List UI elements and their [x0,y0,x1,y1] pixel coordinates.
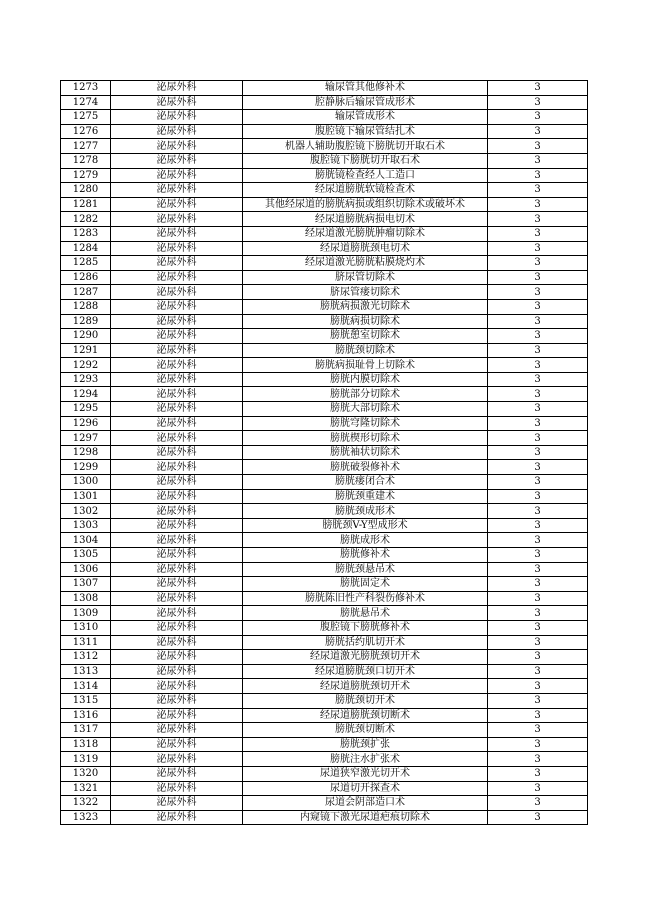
department-cell: 泌尿外科 [111,475,243,490]
level-cell: 3 [488,299,588,314]
row-number-cell: 1281 [61,197,111,212]
level-cell: 3 [488,766,588,781]
department-cell: 泌尿外科 [111,635,243,650]
department-cell: 泌尿外科 [111,766,243,781]
department-cell: 泌尿外科 [111,416,243,431]
department-cell: 泌尿外科 [111,664,243,679]
department-cell: 泌尿外科 [111,591,243,606]
procedure-name-cell: 膀胱破裂修补术 [243,460,488,475]
table-row [61,256,588,271]
procedure-name-cell: 腔静脉后输尿管成形术 [243,95,488,110]
department-cell: 泌尿外科 [111,110,243,125]
department-cell: 泌尿外科 [111,285,243,300]
table-row [61,387,588,402]
row-number-cell: 1279 [61,168,111,183]
procedure-name-cell: 膀胱颈扩张 [243,737,488,752]
department-cell: 泌尿外科 [111,548,243,563]
department-cell: 泌尿外科 [111,723,243,738]
department-cell: 泌尿外科 [111,533,243,548]
department-cell: 泌尿外科 [111,679,243,694]
level-cell: 3 [488,329,588,344]
level-cell: 3 [488,723,588,738]
table-row [61,475,588,490]
department-cell: 泌尿外科 [111,387,243,402]
department-cell: 泌尿外科 [111,241,243,256]
level-cell: 3 [488,358,588,373]
procedure-name-cell: 膀胱病损切除术 [243,314,488,329]
table-row [61,766,588,781]
table-row [61,416,588,431]
level-cell: 3 [488,693,588,708]
department-cell: 泌尿外科 [111,358,243,373]
row-number-cell: 1306 [61,562,111,577]
level-cell: 3 [488,212,588,227]
level-cell: 3 [488,606,588,621]
row-number-cell: 1277 [61,139,111,154]
procedure-name-cell: 膀胱瘘闭合术 [243,475,488,490]
procedure-name-cell: 经尿道膀胱颈口切开术 [243,664,488,679]
procedure-name-cell: 膀胱穹隆切除术 [243,416,488,431]
level-cell: 3 [488,445,588,460]
level-cell: 3 [488,591,588,606]
row-number-cell: 1298 [61,445,111,460]
level-cell: 3 [488,168,588,183]
level-cell: 3 [488,620,588,635]
spreadsheet-page [60,80,587,825]
row-number-cell: 1300 [61,475,111,490]
procedure-name-cell: 经尿道膀胱颈切开术 [243,679,488,694]
row-number-cell: 1320 [61,766,111,781]
procedure-name-cell: 膀胱内膜切除术 [243,372,488,387]
department-cell: 泌尿外科 [111,329,243,344]
row-number-cell: 1314 [61,679,111,694]
procedure-name-cell: 尿道切开探查术 [243,781,488,796]
row-number-cell: 1274 [61,95,111,110]
level-cell: 3 [488,226,588,241]
level-cell: 3 [488,241,588,256]
department-cell: 泌尿外科 [111,752,243,767]
procedure-name-cell: 膀胱颈切除术 [243,343,488,358]
procedure-name-cell: 膀胱病损激光切除术 [243,299,488,314]
table-row [61,664,588,679]
procedure-name-cell: 经尿道膀胱颈切断术 [243,708,488,723]
table-row [61,445,588,460]
level-cell: 3 [488,270,588,285]
level-cell: 3 [488,314,588,329]
department-cell: 泌尿外科 [111,314,243,329]
row-number-cell: 1319 [61,752,111,767]
row-number-cell: 1310 [61,620,111,635]
department-cell: 泌尿外科 [111,256,243,271]
department-cell: 泌尿外科 [111,810,243,825]
procedure-name-cell: 膀胱颈成形术 [243,504,488,519]
table-row [61,606,588,621]
department-cell: 泌尿外科 [111,212,243,227]
level-cell: 3 [488,635,588,650]
row-number-cell: 1305 [61,548,111,563]
table-row [61,285,588,300]
level-cell: 3 [488,752,588,767]
department-cell: 泌尿外科 [111,372,243,387]
level-cell: 3 [488,679,588,694]
level-cell: 3 [488,372,588,387]
department-cell: 泌尿外科 [111,693,243,708]
table-row [61,810,588,825]
level-cell: 3 [488,387,588,402]
level-cell: 3 [488,343,588,358]
department-cell: 泌尿外科 [111,299,243,314]
row-number-cell: 1276 [61,124,111,139]
department-cell: 泌尿外科 [111,402,243,417]
table-row [61,329,588,344]
table-row [61,518,588,533]
table-row [61,460,588,475]
table-row [61,431,588,446]
procedure-name-cell: 膀胱憩室切除术 [243,329,488,344]
procedure-name-cell: 膀胱楔形切除术 [243,431,488,446]
department-cell: 泌尿外科 [111,139,243,154]
table-row [61,402,588,417]
level-cell: 3 [488,504,588,519]
row-number-cell: 1286 [61,270,111,285]
procedure-name-cell: 经尿道激光膀胱颈切开术 [243,650,488,665]
level-cell: 3 [488,402,588,417]
procedure-table [60,80,588,825]
department-cell: 泌尿外科 [111,650,243,665]
procedure-name-cell: 膀胱括约肌切开术 [243,635,488,650]
row-number-cell: 1280 [61,183,111,198]
procedure-name-cell: 脐尿管切除术 [243,270,488,285]
table-row [61,548,588,563]
row-number-cell: 1317 [61,723,111,738]
table-row [61,95,588,110]
level-cell: 3 [488,431,588,446]
table-row [61,124,588,139]
procedure-name-cell: 膀胱病损耻骨上切除术 [243,358,488,373]
procedure-name-cell: 膀胱颈切断术 [243,723,488,738]
row-number-cell: 1303 [61,518,111,533]
department-cell: 泌尿外科 [111,504,243,519]
procedure-name-cell: 膀胱镜检查经人工造口 [243,168,488,183]
level-cell: 3 [488,285,588,300]
procedure-name-cell: 膀胱袖状切除术 [243,445,488,460]
level-cell: 3 [488,416,588,431]
level-cell: 3 [488,110,588,125]
row-number-cell: 1291 [61,343,111,358]
row-number-cell: 1304 [61,533,111,548]
procedure-name-cell: 膀胱颈重建术 [243,489,488,504]
table-row [61,153,588,168]
table-row [61,197,588,212]
department-cell: 泌尿外科 [111,781,243,796]
department-cell: 泌尿外科 [111,518,243,533]
procedure-name-cell: 膀胱颈悬吊术 [243,562,488,577]
department-cell: 泌尿外科 [111,81,243,96]
procedure-name-cell: 经尿道膀胱颈电切术 [243,241,488,256]
procedure-name-cell: 输尿管其他修补术 [243,81,488,96]
row-number-cell: 1289 [61,314,111,329]
row-number-cell: 1278 [61,153,111,168]
department-cell: 泌尿外科 [111,226,243,241]
row-number-cell: 1282 [61,212,111,227]
table-row [61,299,588,314]
table-row [61,270,588,285]
department-cell: 泌尿外科 [111,562,243,577]
level-cell: 3 [488,81,588,96]
department-cell: 泌尿外科 [111,620,243,635]
row-number-cell: 1295 [61,402,111,417]
level-cell: 3 [488,810,588,825]
procedure-name-cell: 尿道会阴部造口术 [243,796,488,811]
level-cell: 3 [488,95,588,110]
level-cell: 3 [488,664,588,679]
table-row [61,650,588,665]
procedure-name-cell: 腹腔镜下膀胱切开取石术 [243,153,488,168]
row-number-cell: 1301 [61,489,111,504]
table-row [61,226,588,241]
procedure-name-cell: 腹腔镜下膀胱修补术 [243,620,488,635]
row-number-cell: 1312 [61,650,111,665]
table-row [61,577,588,592]
row-number-cell: 1294 [61,387,111,402]
table-row [61,183,588,198]
row-number-cell: 1316 [61,708,111,723]
department-cell: 泌尿外科 [111,197,243,212]
level-cell: 3 [488,518,588,533]
row-number-cell: 1296 [61,416,111,431]
table-row [61,620,588,635]
table-body [61,81,588,825]
procedure-name-cell: 膀胱成形术 [243,533,488,548]
table-row [61,241,588,256]
row-number-cell: 1293 [61,372,111,387]
department-cell: 泌尿外科 [111,153,243,168]
table-row [61,679,588,694]
row-number-cell: 1309 [61,606,111,621]
table-row [61,708,588,723]
row-number-cell: 1283 [61,226,111,241]
department-cell: 泌尿外科 [111,124,243,139]
row-number-cell: 1292 [61,358,111,373]
row-number-cell: 1290 [61,329,111,344]
row-number-cell: 1285 [61,256,111,271]
procedure-name-cell: 膀胱颈V-Y型成形术 [243,518,488,533]
procedure-name-cell: 经尿道激光膀胱肿瘤切除术 [243,226,488,241]
level-cell: 3 [488,489,588,504]
row-number-cell: 1299 [61,460,111,475]
table-row [61,168,588,183]
procedure-name-cell: 膀胱大部切除术 [243,402,488,417]
procedure-name-cell: 其他经尿道的膀胱病损或组织切除术或破坏术 [243,197,488,212]
table-row [61,635,588,650]
department-cell: 泌尿外科 [111,577,243,592]
department-cell: 泌尿外科 [111,796,243,811]
row-number-cell: 1284 [61,241,111,256]
procedure-name-cell: 输尿管成形术 [243,110,488,125]
row-number-cell: 1275 [61,110,111,125]
row-number-cell: 1307 [61,577,111,592]
level-cell: 3 [488,562,588,577]
department-cell: 泌尿外科 [111,445,243,460]
row-number-cell: 1308 [61,591,111,606]
table-row [61,81,588,96]
row-number-cell: 1311 [61,635,111,650]
table-row [61,489,588,504]
row-number-cell: 1323 [61,810,111,825]
row-number-cell: 1288 [61,299,111,314]
procedure-name-cell: 脐尿管瘘切除术 [243,285,488,300]
row-number-cell: 1321 [61,781,111,796]
department-cell: 泌尿外科 [111,606,243,621]
department-cell: 泌尿外科 [111,95,243,110]
table-row [61,533,588,548]
table-row [61,562,588,577]
procedure-name-cell: 经尿道膀胱软镜检查术 [243,183,488,198]
row-number-cell: 1297 [61,431,111,446]
row-number-cell: 1302 [61,504,111,519]
department-cell: 泌尿外科 [111,708,243,723]
level-cell: 3 [488,548,588,563]
table-row [61,781,588,796]
procedure-name-cell: 经尿道膀胱病损电切术 [243,212,488,227]
level-cell: 3 [488,139,588,154]
table-row [61,723,588,738]
department-cell: 泌尿外科 [111,183,243,198]
procedure-name-cell: 膀胱颈切开术 [243,693,488,708]
row-number-cell: 1273 [61,81,111,96]
level-cell: 3 [488,781,588,796]
level-cell: 3 [488,153,588,168]
level-cell: 3 [488,708,588,723]
table-row [61,504,588,519]
department-cell: 泌尿外科 [111,431,243,446]
department-cell: 泌尿外科 [111,168,243,183]
level-cell: 3 [488,737,588,752]
level-cell: 3 [488,796,588,811]
table-row [61,139,588,154]
level-cell: 3 [488,197,588,212]
table-row [61,358,588,373]
procedure-name-cell: 腹腔镜下输尿管结扎术 [243,124,488,139]
procedure-name-cell: 机器人辅助腹腔镜下膀胱切开取石术 [243,139,488,154]
procedure-name-cell: 经尿道激光膀胱粘膜烧灼术 [243,256,488,271]
department-cell: 泌尿外科 [111,489,243,504]
row-number-cell: 1322 [61,796,111,811]
table-row [61,110,588,125]
procedure-name-cell: 膀胱悬吊术 [243,606,488,621]
procedure-name-cell: 膀胱陈旧性产科裂伤修补术 [243,591,488,606]
procedure-name-cell: 膀胱注水扩张术 [243,752,488,767]
level-cell: 3 [488,577,588,592]
department-cell: 泌尿外科 [111,270,243,285]
table-row [61,693,588,708]
department-cell: 泌尿外科 [111,737,243,752]
level-cell: 3 [488,183,588,198]
row-number-cell: 1313 [61,664,111,679]
level-cell: 3 [488,650,588,665]
row-number-cell: 1315 [61,693,111,708]
table-row [61,737,588,752]
table-row [61,796,588,811]
department-cell: 泌尿外科 [111,460,243,475]
row-number-cell: 1318 [61,737,111,752]
table-row [61,314,588,329]
procedure-name-cell: 尿道狭窄激光切开术 [243,766,488,781]
level-cell: 3 [488,124,588,139]
level-cell: 3 [488,533,588,548]
table-row [61,591,588,606]
table-row [61,212,588,227]
level-cell: 3 [488,475,588,490]
department-cell: 泌尿外科 [111,343,243,358]
table-row [61,372,588,387]
procedure-name-cell: 内窥镜下激光尿道疤痕切除术 [243,810,488,825]
level-cell: 3 [488,256,588,271]
procedure-name-cell: 膀胱固定术 [243,577,488,592]
table-row [61,752,588,767]
row-number-cell: 1287 [61,285,111,300]
procedure-name-cell: 膀胱部分切除术 [243,387,488,402]
procedure-name-cell: 膀胱修补术 [243,548,488,563]
table-row [61,343,588,358]
level-cell: 3 [488,460,588,475]
